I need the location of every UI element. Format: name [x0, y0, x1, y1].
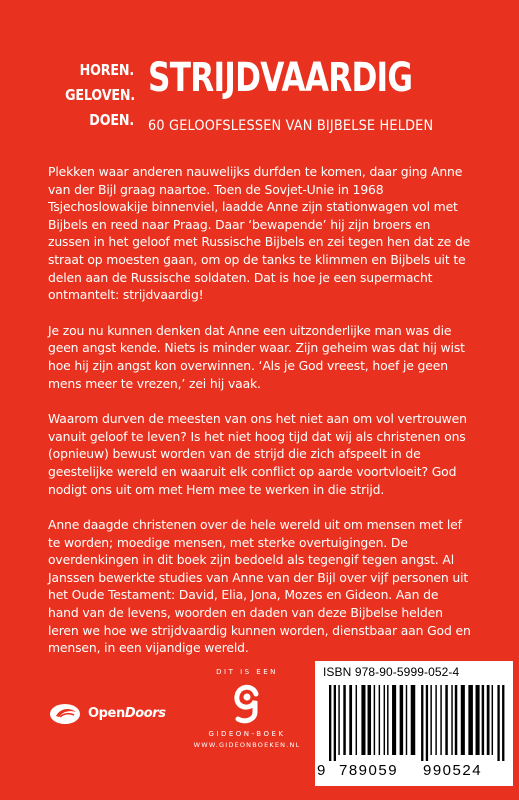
- barcode-bar: [356, 685, 357, 755]
- barcode-bar: [334, 685, 336, 761]
- barcode-bar: [455, 685, 457, 755]
- back-cover-text: [48, 163, 472, 675]
- barcode-icon: [329, 685, 505, 761]
- barcode-digit-first: 9: [317, 762, 326, 779]
- gideon-url: WWW.GIDEONBOEKEN.NL: [193, 741, 301, 749]
- gideon-brand: [185, 668, 309, 749]
- opendoors-logo-icon: [48, 700, 84, 726]
- paragraph: Anne daagde christenen over de hele wereld uit om mensen met lef te worden; moedige mensen, met sterke overtuigingen. De overdenkingen in dit boek zijn bedoeld als tegengif tegen angst. Al Janssen bewerkte studies van Anne van der Bijl over vijf personen uit het Oude Testament: David, Elia, Jona, Mozes en Gideon. Aan de hand van de levens, woorden en daden van deze Bijbelse helden leren we hoe we strijdvaardig kunnen worden, dienstbaar aan God en mensen, in een vijandige wereld.: [48, 517, 471, 656]
- barcode-bar: [411, 685, 416, 755]
- barcode-bar: [487, 685, 490, 755]
- barcode-bar: [435, 685, 436, 755]
- paragraph: Plekken waar anderen nauwelijks durfden te komen, daar ging Anne van der Bijl graag naartoe. Toen de Sovjet-Unie in 1968 Tsjechoslowakije binnenviel, laadde Anne zijn stationwagen vol met Bijbels en reed naar Praag. Daar ‘bewapende’ hij zijn broers en zussen in het geloof met Russische Bijbels en zei tegen hen dat ze de straat op moesten gaan, om op de tanks te klimmen en Bijbels uit te delen aan de Russische soldaten. Dat is hoe je een supermacht ontmantelt: strijdvaardig!: [48, 164, 471, 303]
- barcode-bar: [379, 685, 380, 755]
- opendoors-doors: Doors: [124, 705, 166, 721]
- tagline-line: GELOVEN.: [65, 86, 136, 104]
- barcode-bar: [368, 685, 372, 755]
- barcode-bar: [329, 685, 331, 761]
- barcode-bar: [338, 685, 339, 755]
- opendoors-open: Open: [88, 705, 125, 721]
- barcode-bar: [430, 685, 431, 755]
- barcode-bar: [421, 685, 423, 761]
- gideon-top-text: DIT IS EEN: [216, 668, 278, 676]
- barcode-bar: [343, 685, 345, 755]
- barcode-bar: [361, 685, 365, 755]
- barcode-bar: [426, 685, 428, 761]
- tagline: [65, 58, 134, 133]
- paragraph: Waarom durven de meesten van ons het niet aan om vol vertrouwen vanuit geloof te leven? Is het niet hoog tijd dat wij als christenen ons (opnieuw) bewust worden van de strijd die zich afspeelt in de geestelijke wereld en waaruit elk conflict op aarde voortvloeit? God nodigt ons uit om met Hem mee te werken in die strijd.: [48, 411, 467, 497]
- barcode-bar: [461, 685, 465, 755]
- barcode-bar: [387, 685, 388, 755]
- cover-header: [0, 55, 519, 138]
- barcode-bar: [406, 685, 407, 755]
- barcode-bar: [468, 685, 473, 755]
- opendoors-brand: [48, 700, 166, 726]
- barcode-bar: [400, 685, 404, 755]
- barcode-bar: [374, 685, 375, 755]
- barcode-bar: [502, 685, 504, 761]
- tagline-line: HOREN.: [79, 61, 134, 79]
- barcode-bar: [451, 685, 452, 755]
- cover-footer: [0, 660, 519, 800]
- barcode-bar: [497, 685, 499, 761]
- barcode-bar: [482, 685, 484, 755]
- barcode-digits-right: 990524: [423, 762, 483, 779]
- barcode-bar: [492, 685, 493, 755]
- barcode-bar: [392, 685, 396, 755]
- gideon-name: GIDEON-BOEK: [208, 730, 286, 738]
- barcode-bar: [476, 685, 480, 755]
- barcode-digits-left: 789059: [339, 762, 399, 779]
- gideon-g-logo-icon: [230, 682, 264, 726]
- barcode-bar: [445, 685, 447, 755]
- title-block: [148, 55, 487, 134]
- isbn-label: ISBN 978-90-5999-052-4: [323, 665, 460, 679]
- barcode-box: [315, 661, 513, 786]
- opendoors-wordmark: [88, 706, 166, 721]
- tagline-line: DOEN.: [89, 111, 134, 129]
- barcode-bar: [349, 685, 352, 755]
- paragraph: Je zou nu kunnen denken dat Anne een uitzonderlijke man was die geen angst kende. Niets is minder waar. Zijn geheim was dat hij wist hoe hij zijn angst kon overwinnen. ‘Als je God vreest, hoef je geen mens meer te vrezen,’ zei hij vaak.: [48, 322, 465, 391]
- barcode-bar: [384, 685, 385, 755]
- book-subtitle: 60 GELOOFSLESSEN VAN BIJBELSE HELDEN: [148, 118, 434, 134]
- book-title: STRIJDVAARDIG: [148, 55, 413, 101]
- barcode-bar: [440, 685, 441, 755]
